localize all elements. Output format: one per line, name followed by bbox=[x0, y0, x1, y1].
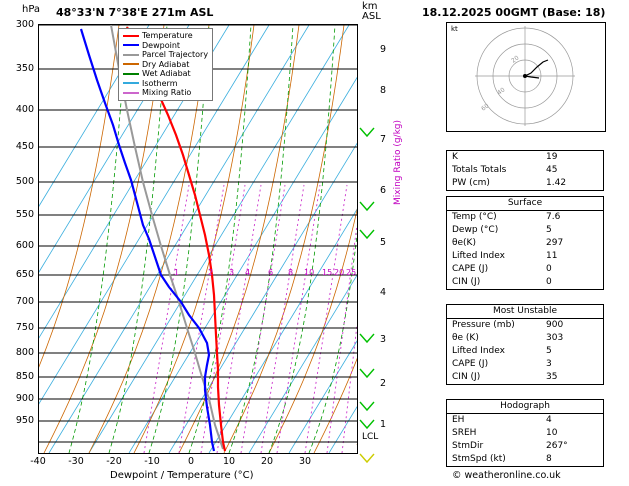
pressure-tick-450: 450 bbox=[15, 141, 34, 152]
pressure-tick-350: 350 bbox=[15, 63, 34, 74]
temp-tick-30: 30 bbox=[298, 456, 312, 467]
surface-label-temp: Temp (°C) bbox=[452, 212, 497, 222]
mu-value-cin: 35 bbox=[546, 372, 558, 382]
legend-label-dewpoint: Dewpoint bbox=[142, 40, 181, 50]
pressure-tick-650: 650 bbox=[15, 269, 34, 280]
table-row bbox=[447, 345, 603, 358]
legend-label-isotherm: Isotherm bbox=[142, 78, 178, 88]
hodograph-table bbox=[446, 399, 604, 467]
index-value-pw: 1.42 bbox=[546, 178, 567, 188]
mu-value-pressure: 900 bbox=[546, 320, 564, 330]
table-row bbox=[447, 237, 603, 250]
legend-label-mixing-ratio: Mixing Ratio bbox=[142, 88, 192, 97]
surface-label-theta-e: θe(K) bbox=[452, 238, 476, 248]
km-tick-9: 9 bbox=[380, 44, 387, 55]
pressure-tick-550: 550 bbox=[15, 209, 34, 220]
hodo-label-stmspd: StmSpd (kt) bbox=[452, 454, 506, 464]
temp-tick--40: -40 bbox=[30, 456, 46, 467]
pressure-tick-600: 600 bbox=[15, 240, 34, 251]
surface-value-temp: 7.6 bbox=[546, 212, 561, 222]
indices-table bbox=[446, 150, 604, 191]
surface-value-lifted-index: 11 bbox=[546, 251, 558, 261]
pressure-tick-800: 800 bbox=[15, 347, 34, 358]
mu-label-cin: CIN (J) bbox=[452, 372, 481, 382]
hodo-label-stmdir: StmDir bbox=[452, 441, 484, 451]
mixing-ratio-tick-10: 10 bbox=[304, 268, 315, 277]
hodo-value-eh: 4 bbox=[546, 415, 552, 425]
hodograph-header: Hodograph bbox=[447, 400, 603, 414]
temp-tick-0: 0 bbox=[187, 456, 195, 467]
legend-label-wet-adiabat: Wet Adiabat bbox=[142, 69, 191, 78]
mixing-ratio-tick-15: 15 bbox=[322, 268, 333, 277]
surface-value-dewp: 5 bbox=[546, 225, 552, 235]
table-row bbox=[447, 224, 603, 237]
km-tick-3: 3 bbox=[380, 334, 387, 345]
hodograph-box bbox=[446, 22, 606, 132]
table-row bbox=[447, 151, 603, 164]
table-row bbox=[447, 177, 603, 190]
surface-label-lifted-index: Lifted Index bbox=[452, 251, 505, 261]
hodo-label-sreh: SREH bbox=[452, 428, 477, 438]
pressure-tick-300: 300 bbox=[15, 19, 34, 30]
mixing-ratio-tick-2: 2 bbox=[208, 268, 214, 277]
hodograph-ring-60: 60 bbox=[480, 102, 491, 113]
surface-value-theta-e: 297 bbox=[546, 238, 564, 248]
x-axis-title: Dewpoint / Temperature (°C) bbox=[110, 470, 254, 481]
legend-label-temperature: Temperature bbox=[142, 31, 193, 40]
legend-item-temperature bbox=[123, 31, 208, 41]
hodograph-ring-20: 20 bbox=[510, 54, 521, 65]
table-row bbox=[447, 319, 603, 332]
pressure-tick-900: 900 bbox=[15, 393, 34, 404]
table-row bbox=[447, 263, 603, 276]
legend-item-parcel-trajectory bbox=[123, 50, 208, 60]
temp-tick--10: -10 bbox=[144, 456, 160, 467]
mu-value-lifted-index: 5 bbox=[546, 346, 552, 356]
mixing-ratio-tick-4: 4 bbox=[245, 268, 251, 277]
table-row bbox=[447, 414, 603, 427]
hodo-value-stmspd: 8 bbox=[546, 454, 552, 464]
table-row bbox=[447, 276, 603, 289]
km-tick-4: 4 bbox=[380, 287, 387, 298]
temp-tick-10: 10 bbox=[222, 456, 236, 467]
table-row bbox=[447, 453, 603, 466]
wind-profile-barbs bbox=[358, 24, 384, 464]
km-unit-text: km bbox=[362, 1, 378, 12]
temp-tick--30: -30 bbox=[68, 456, 84, 467]
hodo-value-sreh: 10 bbox=[546, 428, 558, 438]
mu-label-cape: CAPE (J) bbox=[452, 359, 489, 369]
legend-item-wet-adiabat bbox=[123, 69, 208, 79]
mixing-ratio-axis-title: Mixing Ratio (g/kg) bbox=[393, 119, 403, 205]
temp-tick-20: 20 bbox=[260, 456, 274, 467]
table-row bbox=[447, 250, 603, 263]
table-row bbox=[447, 427, 603, 440]
legend-label-parcel-trajectory: Parcel Trajectory bbox=[142, 50, 209, 59]
table-row bbox=[447, 358, 603, 371]
table-row bbox=[447, 440, 603, 453]
legend-label-dry-adiabat: Dry Adiabat bbox=[142, 59, 190, 69]
index-label-k: K bbox=[452, 152, 458, 162]
forecast-header: 18.12.2025 00GMT (Base: 18) bbox=[422, 6, 606, 19]
km-tick-2: 2 bbox=[380, 378, 387, 389]
hodo-value-stmdir: 267° bbox=[546, 441, 568, 451]
hodograph-svg bbox=[447, 23, 603, 129]
temp-tick--20: -20 bbox=[106, 456, 122, 467]
mixing-ratio-tick-8: 8 bbox=[288, 268, 294, 277]
most-unstable-header: Most Unstable bbox=[447, 305, 603, 319]
surface-table bbox=[446, 196, 604, 290]
hodograph-unit-label: kt bbox=[451, 25, 458, 33]
pressure-tick-500: 500 bbox=[15, 176, 34, 187]
surface-label-dewp: Dewp (°C) bbox=[452, 225, 499, 235]
mu-value-cape: 3 bbox=[546, 359, 552, 369]
table-row bbox=[447, 211, 603, 224]
index-label-totals-totals: Totals Totals bbox=[452, 165, 507, 175]
index-value-totals-totals: 45 bbox=[546, 165, 558, 175]
table-row bbox=[447, 164, 603, 177]
mixing-ratio-tick-3: 3 bbox=[229, 268, 235, 277]
right-panel bbox=[420, 0, 629, 486]
surface-value-cape: 0 bbox=[546, 264, 552, 274]
mixing-ratio-tick-6: 6 bbox=[268, 268, 274, 277]
pressure-tick-400: 400 bbox=[15, 104, 34, 115]
surface-label-cin: CIN (J) bbox=[452, 277, 481, 287]
surface-value-cin: 0 bbox=[546, 277, 552, 287]
most-unstable-table bbox=[446, 304, 604, 385]
hodo-label-eh: EH bbox=[452, 415, 465, 425]
pressure-unit-label: hPa bbox=[22, 4, 41, 15]
km-tick-8: 8 bbox=[380, 85, 387, 96]
pressure-tick-950: 950 bbox=[15, 415, 34, 426]
mu-label-pressure: Pressure (mb) bbox=[452, 320, 515, 330]
copyright-credit: © weatheronline.co.uk bbox=[452, 470, 561, 481]
index-value-k: 19 bbox=[546, 152, 558, 162]
pressure-tick-700: 700 bbox=[15, 296, 34, 307]
km-tick-5: 5 bbox=[380, 237, 387, 248]
pressure-tick-750: 750 bbox=[15, 322, 34, 333]
legend-item-dry-adiabat bbox=[123, 60, 208, 70]
legend-item-isotherm bbox=[123, 79, 208, 89]
legend-item-mixing-ratio bbox=[123, 88, 208, 98]
mixing-ratio-tick-25: 25 bbox=[346, 268, 357, 277]
surface-header: Surface bbox=[447, 197, 603, 211]
mu-label-theta-e: θe (K) bbox=[452, 333, 479, 343]
km-tick-1: 1 bbox=[380, 419, 387, 430]
mixing-ratio-tick-1: 1 bbox=[174, 268, 180, 277]
km-unit-label bbox=[362, 2, 381, 22]
chart-legend bbox=[118, 28, 213, 101]
mixing-ratio-tick-20: 20 bbox=[334, 268, 345, 277]
mu-label-lifted-index: Lifted Index bbox=[452, 346, 505, 356]
hodograph-ring-40: 40 bbox=[496, 86, 507, 97]
asl-unit-text: ASL bbox=[362, 11, 381, 22]
km-tick-6: 6 bbox=[380, 185, 387, 196]
lcl-label: LCL bbox=[362, 432, 379, 442]
surface-label-cape: CAPE (J) bbox=[452, 264, 489, 274]
station-title: 48°33'N 7°38'E 271m ASL bbox=[56, 6, 214, 19]
table-row bbox=[447, 371, 603, 384]
km-tick-7: 7 bbox=[380, 134, 387, 145]
table-row bbox=[447, 332, 603, 345]
pressure-tick-850: 850 bbox=[15, 371, 34, 382]
index-label-pw: PW (cm) bbox=[452, 178, 490, 188]
legend-item-dewpoint bbox=[123, 41, 208, 51]
mu-value-theta-e: 303 bbox=[546, 333, 564, 343]
